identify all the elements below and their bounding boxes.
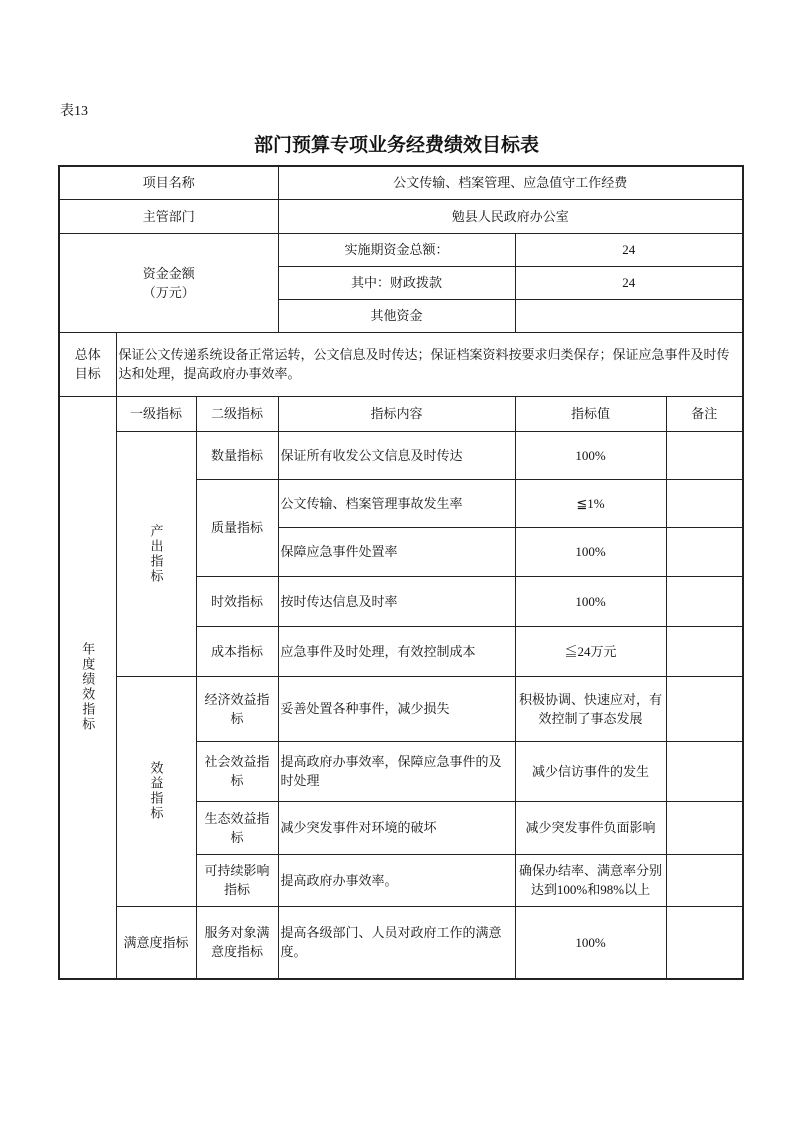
value-cell: 100% (515, 576, 666, 626)
note-cell (666, 479, 743, 527)
table-row (59, 676, 743, 741)
content-cell: 保障应急事件处置率 (278, 527, 515, 576)
funds-total-label: 实施期资金总额： (278, 233, 515, 266)
header-l1: 一级指标 (116, 396, 196, 431)
l2-cell: 经济效益指标 (196, 676, 278, 741)
value-cell: 100% (515, 431, 666, 479)
note-cell (666, 801, 743, 854)
content-cell: 保证所有收发公文信息及时传达 (278, 431, 515, 479)
satisfaction-label: 满意度指标 (116, 906, 196, 979)
l2-cell: 时效指标 (196, 576, 278, 626)
output-label-text: 产出指标 (148, 523, 164, 584)
content-cell: 按时传达信息及时率 (278, 576, 515, 626)
value-cell: 100% (515, 906, 666, 979)
page-title: 部门预算专项业务经费绩效目标表 (253, 135, 539, 156)
l2-cell: 成本指标 (196, 626, 278, 676)
content-cell: 应急事件及时处理，有效控制成本 (278, 626, 515, 676)
performance-table (58, 165, 744, 980)
l2-cell: 服务对象满意度指标 (196, 906, 278, 979)
benefit-label-text: 效益指标 (148, 761, 164, 821)
funds-fiscal-value: 24 (515, 266, 743, 299)
note-cell (666, 431, 743, 479)
funds-label (59, 233, 278, 332)
l2-cell: 质量指标 (196, 479, 278, 576)
value-cell: 积极协调、快速应对，有效控制了事态发展 (515, 676, 666, 741)
note-cell (666, 906, 743, 979)
project-name-value: 公文传输、档案管理、应急值守工作经费 (278, 166, 743, 199)
note-cell (666, 576, 743, 626)
header-l2: 二级指标 (196, 396, 278, 431)
goal-text: 保证公文传递系统设备正常运转，公文信息及时传达；保证档案资料按要求归类保存；保证应急事件及时传达和处理，提高政府办事效率。 (116, 332, 743, 396)
funds-unit: （万元） (142, 284, 195, 300)
l2-cell: 数量指标 (196, 431, 278, 479)
l2-cell: 社会效益指标 (196, 741, 278, 801)
dept-label: 主管部门 (59, 199, 278, 233)
header-row (59, 396, 743, 431)
l2-cell: 可持续影响指标 (196, 854, 278, 906)
funds-label-text: 资金金额 (142, 265, 195, 281)
content-cell: 妥善处置各种事件，减少损失 (278, 676, 515, 741)
goal-label-1: 总体 (74, 347, 101, 362)
content-cell: 公文传输、档案管理事故发生率 (278, 479, 515, 527)
note-cell (666, 854, 743, 906)
content-cell: 提高政府办事效率。 (278, 854, 515, 906)
note-cell (666, 626, 743, 676)
funds-total-value: 24 (515, 233, 743, 266)
project-name-row (59, 166, 743, 199)
benefit-label (116, 676, 196, 906)
note-cell (666, 527, 743, 576)
table-number: 表13 (60, 104, 88, 119)
table-row (59, 431, 743, 479)
header-note: 备注 (666, 396, 743, 431)
content-cell: 提高政府办事效率，保障应急事件的及时处理 (278, 741, 515, 801)
funds-other-value (515, 299, 743, 332)
goal-label-2: 目标 (74, 366, 101, 381)
value-cell: 确保办结率、满意率分别达到100%和98%以上 (515, 854, 666, 906)
dept-row (59, 199, 743, 233)
content-cell: 提高各级部门、人员对政府工作的满意度。 (278, 906, 515, 979)
value-cell: ≦24万元 (515, 626, 666, 676)
value-cell: 100% (515, 527, 666, 576)
value-cell: 减少信访事件的发生 (515, 741, 666, 801)
annual-label (59, 396, 116, 979)
note-cell (666, 676, 743, 741)
funds-fiscal-label: 其中：财政拨款 (278, 266, 515, 299)
note-cell (666, 741, 743, 801)
dept-value: 勉县人民政府办公室 (278, 199, 743, 233)
goal-row (59, 332, 743, 396)
goal-label (59, 332, 116, 396)
annual-label-text: 年度绩效指标 (80, 642, 96, 733)
project-name-label: 项目名称 (59, 166, 278, 199)
output-label (116, 431, 196, 676)
funds-other-label: 其他资金 (278, 299, 515, 332)
value-cell: ≦1% (515, 479, 666, 527)
header-value: 指标值 (515, 396, 666, 431)
l2-cell: 生态效益指标 (196, 801, 278, 854)
header-content: 指标内容 (278, 396, 515, 431)
table-row (59, 906, 743, 979)
funds-row (59, 233, 743, 266)
value-cell: 减少突发事件负面影响 (515, 801, 666, 854)
content-cell: 减少突发事件对环境的破坏 (278, 801, 515, 854)
